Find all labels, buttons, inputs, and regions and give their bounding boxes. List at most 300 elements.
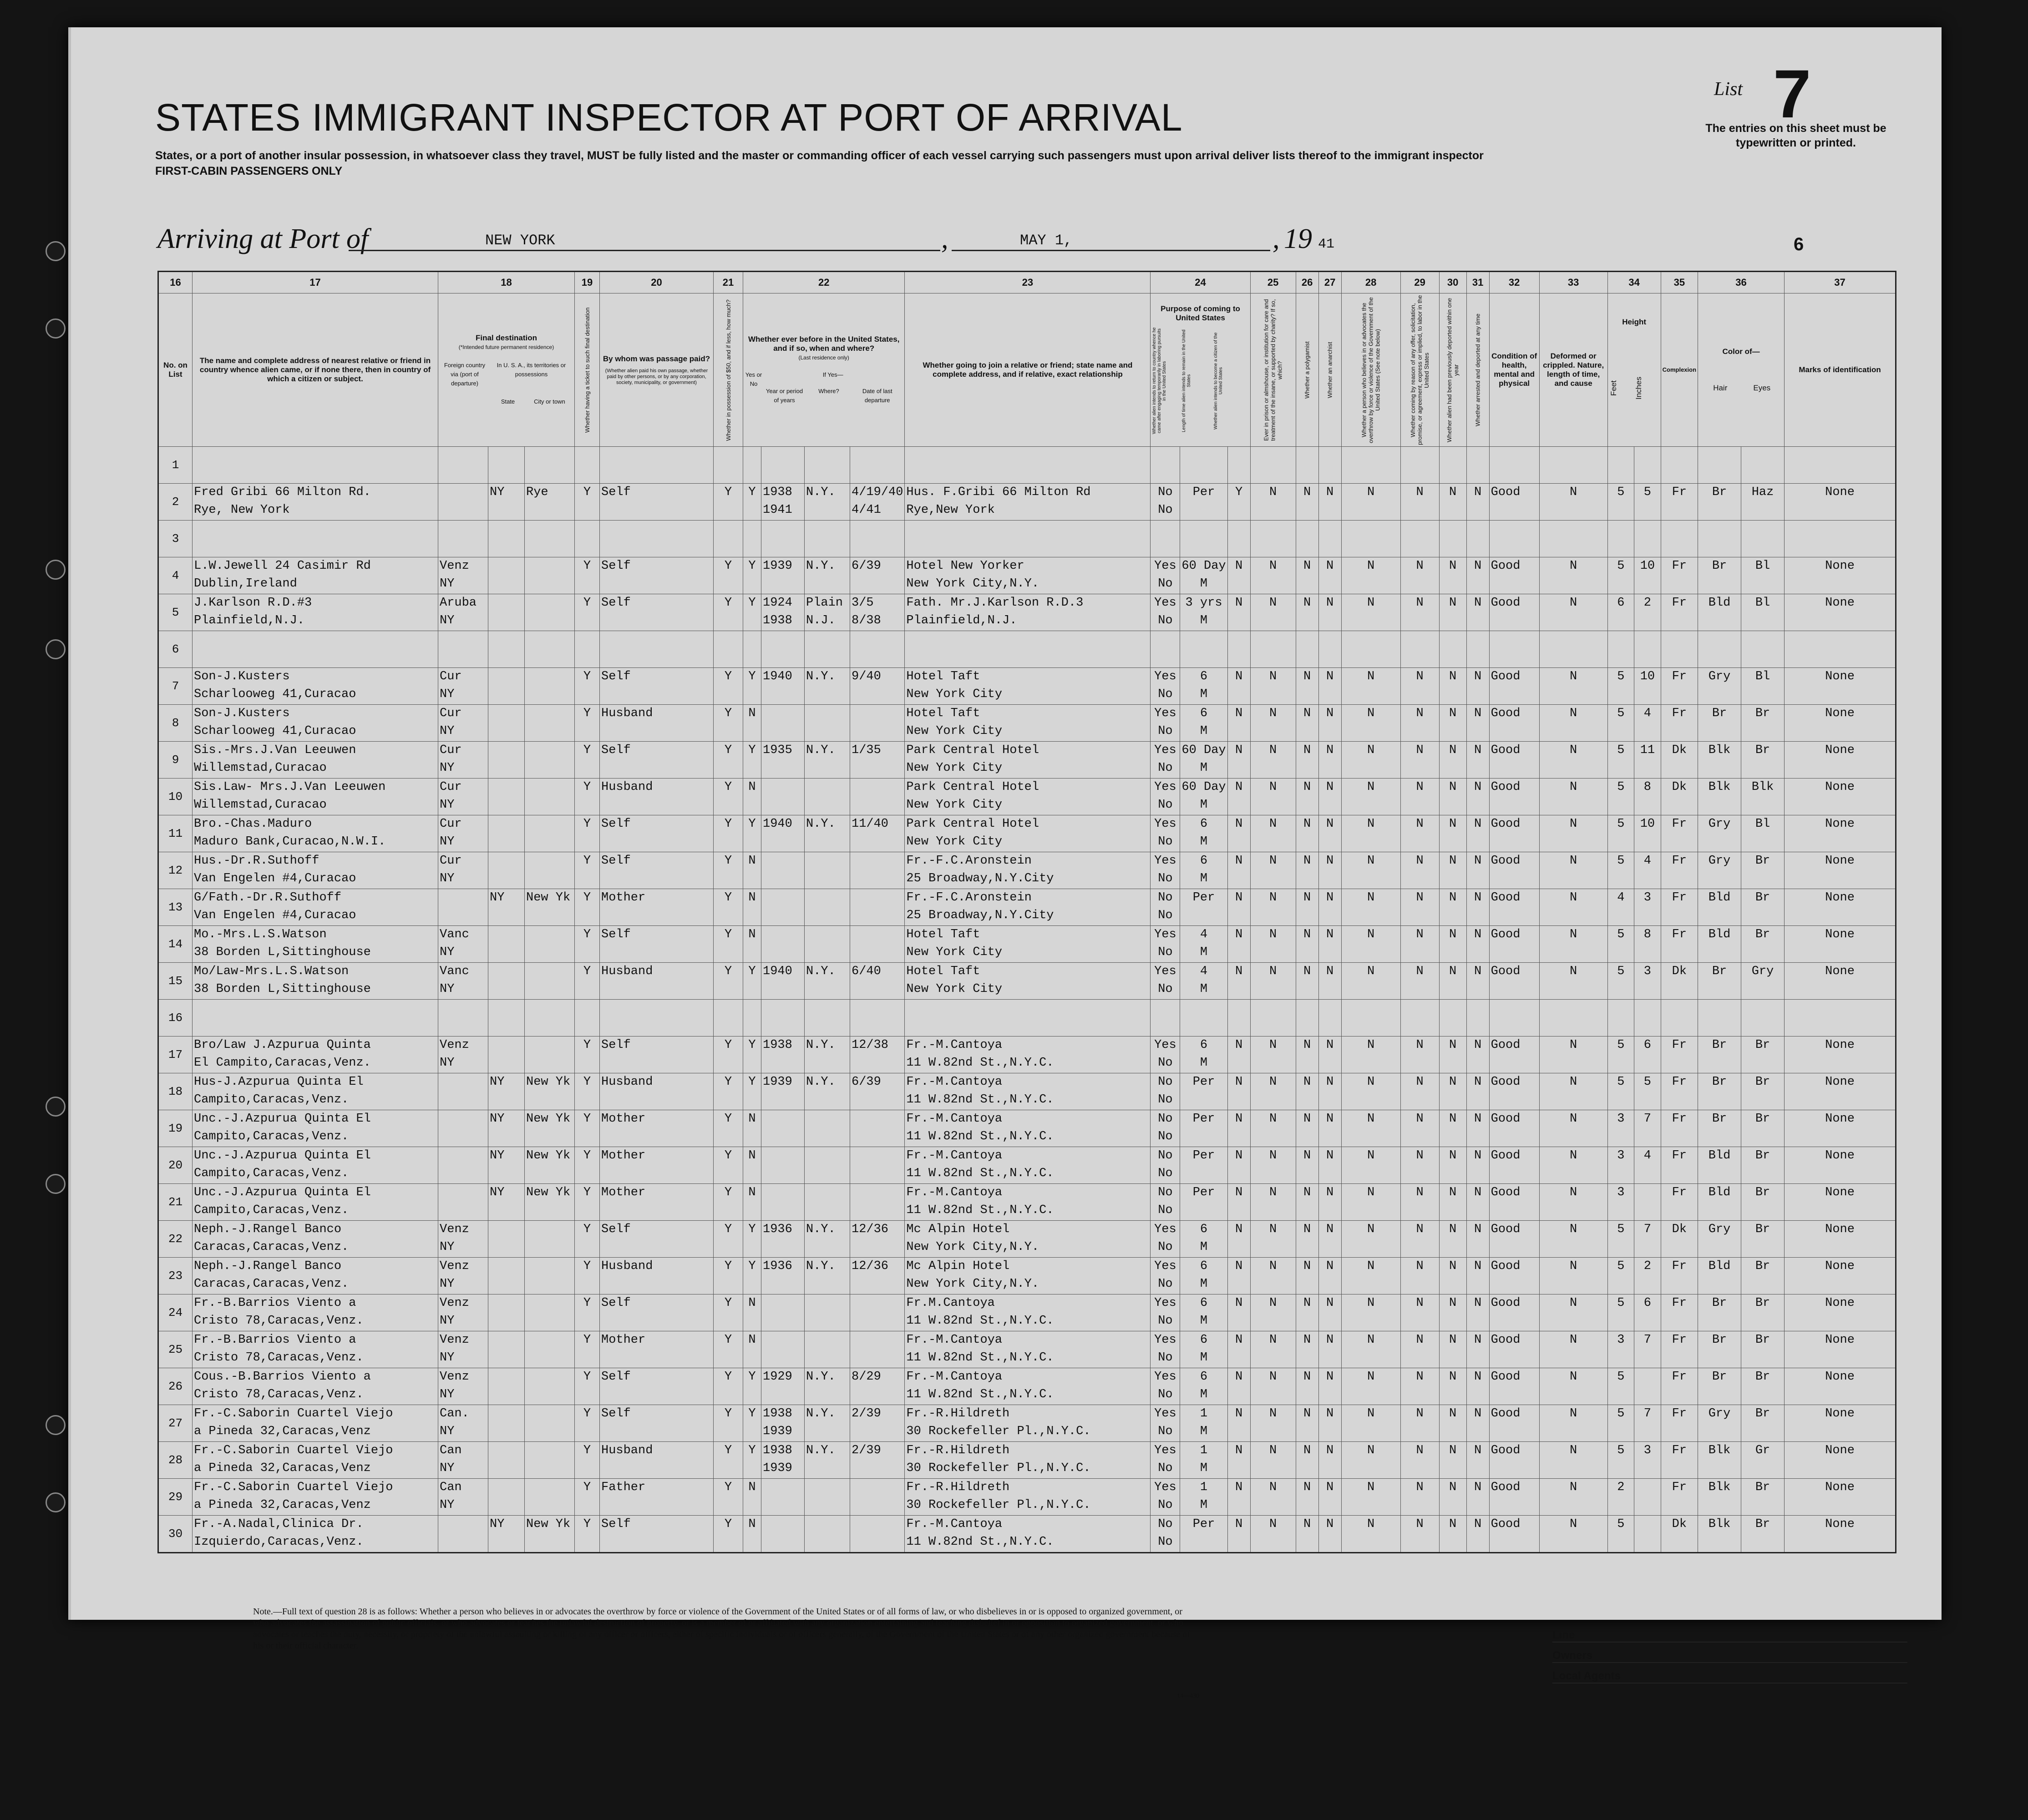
destination-state <box>488 631 525 668</box>
relative-address: G/Fath.-Dr.R.Suthoff Van Engelen #4,Curacao <box>193 889 438 926</box>
year-of-visit: 1938 1941 <box>761 484 805 521</box>
health-condition: Good <box>1489 1184 1539 1221</box>
height-feet: 5 <box>1607 668 1634 705</box>
relative-address: Hus.-Dr.R.Suthoff Van Engelen #4,Curacao <box>193 852 438 889</box>
arrested-deported-answer: N <box>1466 1368 1489 1405</box>
column-number: 35 <box>1661 272 1698 293</box>
joining-relative: Fr.-R.Hildreth 30 Rockefeller Pl.,N.Y.C. <box>905 1479 1151 1516</box>
health-condition: Good <box>1489 742 1539 779</box>
deformed-answer: N <box>1539 852 1607 889</box>
previously-deported-answer: N <box>1439 1294 1466 1331</box>
foreign-port: Venz NY <box>438 1036 488 1073</box>
identification-marks: None <box>1785 1147 1896 1184</box>
identification-marks: None <box>1785 1073 1896 1110</box>
where-visited: N.Y. <box>805 557 850 594</box>
passage-paid-by: Mother <box>600 1331 714 1368</box>
date-of-departure <box>850 1479 905 1516</box>
year-of-visit <box>761 1479 805 1516</box>
complexion <box>1661 521 1698 557</box>
identification-marks: None <box>1785 484 1896 521</box>
manifest-rows <box>158 447 1896 1553</box>
overthrow-answer: N <box>1341 1442 1400 1479</box>
ticket: Y <box>575 815 600 852</box>
labor-offer-answer: N <box>1400 1294 1439 1331</box>
hair-color: Bld <box>1698 594 1741 631</box>
passage-paid-by <box>600 521 714 557</box>
row-number: 14 <box>158 926 193 963</box>
year-of-visit: 1939 <box>761 557 805 594</box>
hair-color: Gry <box>1698 852 1741 889</box>
destination-state <box>488 742 525 779</box>
foreign-port: Cur NY <box>438 815 488 852</box>
money: Y <box>714 926 743 963</box>
overthrow-answer: N <box>1341 1294 1400 1331</box>
identification-marks: None <box>1785 779 1896 815</box>
where-visited: N.Y. <box>805 1073 850 1110</box>
final-destination-usa-header <box>490 361 573 406</box>
binding-hole <box>46 1415 66 1435</box>
previously-deported-answer <box>1439 631 1466 668</box>
separator-comma: , <box>941 223 948 254</box>
relative-address: Sis.Law- Mrs.J.Van Leeuwen Willemstad,Curacao <box>193 779 438 815</box>
prison-answer: N <box>1250 557 1296 594</box>
purpose-return: No No <box>1151 1147 1180 1184</box>
arrested-deported-answer: N <box>1466 742 1489 779</box>
binding-hole <box>46 1097 66 1117</box>
date-of-departure: 8/29 <box>850 1368 905 1405</box>
been-before: N <box>743 1479 761 1516</box>
height-feet: 5 <box>1607 742 1634 779</box>
passage-paid-by: Self <box>600 742 714 779</box>
deformed-answer: N <box>1539 1110 1607 1147</box>
prison-answer: N <box>1250 484 1296 521</box>
health-condition: Good <box>1489 815 1539 852</box>
destination-state <box>488 963 525 1000</box>
deformed-answer: N <box>1539 1516 1607 1553</box>
been-before: N <box>743 1184 761 1221</box>
year-of-visit <box>761 1331 805 1368</box>
hair-color: Blk <box>1698 1516 1741 1553</box>
polygamist-answer: N <box>1296 1294 1318 1331</box>
table-row <box>158 1258 1896 1294</box>
health-condition: Good <box>1489 963 1539 1000</box>
deformed-answer: N <box>1539 557 1607 594</box>
hair-color: Bld <box>1698 1184 1741 1221</box>
destination-city: New Yk <box>525 1184 575 1221</box>
final-destination-state-city <box>490 397 573 406</box>
previously-deported-answer: N <box>1439 1368 1466 1405</box>
table-row <box>158 1405 1896 1442</box>
table-row <box>158 631 1896 668</box>
purpose-citizen: N <box>1227 815 1250 852</box>
table-row <box>158 1368 1896 1405</box>
been-before: Y <box>743 557 761 594</box>
previously-deported-answer: N <box>1439 926 1466 963</box>
joining-relative: Fr.-M.Cantoya 11 W.82nd St.,N.Y.C. <box>905 1036 1151 1073</box>
overthrow-answer: N <box>1341 1479 1400 1516</box>
anarchist-answer <box>1318 1000 1341 1036</box>
where-visited <box>805 705 850 742</box>
height-feet: 5 <box>1607 963 1634 1000</box>
relative-address: J.Karlson R.D.#3 Plainfield,N.J. <box>193 594 438 631</box>
health-condition: Good <box>1489 484 1539 521</box>
arrested-deported-answer: N <box>1466 815 1489 852</box>
height-feet: 3 <box>1607 1184 1634 1221</box>
been-before: Y <box>743 815 761 852</box>
money: Y <box>714 1221 743 1258</box>
arrested-deported-answer: N <box>1466 1147 1489 1184</box>
complexion: Fr <box>1661 705 1698 742</box>
height-feet: 6 <box>1607 594 1634 631</box>
destination-city <box>525 594 575 631</box>
destination-state: NY <box>488 889 525 926</box>
anarchist-answer: N <box>1318 742 1341 779</box>
previously-deported-answer: N <box>1439 557 1466 594</box>
column-number: 36 <box>1698 272 1785 293</box>
eye-color: Bl <box>1741 594 1785 631</box>
relative-address: Fr.-C.Saborin Cuartel Viejo a Pineda 32,Caracas,Venz <box>193 1479 438 1516</box>
polygamist-answer: N <box>1296 1221 1318 1258</box>
money: Y <box>714 852 743 889</box>
labor-offer-answer: N <box>1400 742 1439 779</box>
hair-color: Br <box>1698 963 1741 1000</box>
relative-address: Fr.-B.Barrios Viento a Cristo 78,Caracas,Venz. <box>193 1331 438 1368</box>
foreign-port: Venz NY <box>438 557 488 594</box>
header-polygamist: Whether a polygamist <box>1296 293 1318 447</box>
row-number: 11 <box>158 815 193 852</box>
purpose-length <box>1180 631 1227 668</box>
previously-deported-answer: N <box>1439 1147 1466 1184</box>
deformed-answer: N <box>1539 1442 1607 1479</box>
hair-color: Br <box>1698 1110 1741 1147</box>
relative-address <box>193 447 438 484</box>
header-passage-paid <box>600 293 714 447</box>
purpose-return: Yes No <box>1151 926 1180 963</box>
joining-relative: Park Central Hotel New York City <box>905 742 1151 779</box>
polygamist-answer: N <box>1296 1036 1318 1073</box>
identification-marks: None <box>1785 1479 1896 1516</box>
labor-offer-answer: N <box>1400 889 1439 926</box>
labor-offer-answer: N <box>1400 1221 1439 1258</box>
passage-paid-by: Self <box>600 557 714 594</box>
ticket: Y <box>575 1405 600 1442</box>
subtitle-line-1: States, or a port of another insular possession, in whatsoever class they travel, MUST be fully listed and the master or commanding officer of each vessel carrying such passengers must upon arrival deliver lists thereof to the immigrant inspector <box>155 149 1484 162</box>
money: Y <box>714 668 743 705</box>
ticket: Y <box>575 1036 600 1073</box>
health-condition: Good <box>1489 1073 1539 1110</box>
polygamist-answer: N <box>1296 594 1318 631</box>
separator-comma: , <box>1273 223 1280 254</box>
money <box>714 631 743 668</box>
foreign-port: Can NY <box>438 1442 488 1479</box>
arrested-deported-answer <box>1466 521 1489 557</box>
page-subtitle <box>155 148 1657 179</box>
previously-deported-answer: N <box>1439 779 1466 815</box>
previous-visit-ifyes-label: If Yes— <box>822 371 843 378</box>
joining-relative: Park Central Hotel New York City <box>905 815 1151 852</box>
anarchist-answer: N <box>1318 668 1341 705</box>
been-before: Y <box>743 1258 761 1294</box>
where-visited <box>805 1479 850 1516</box>
table-row <box>158 889 1896 926</box>
destination-state: NY <box>488 1147 525 1184</box>
purpose-citizen: N <box>1227 594 1250 631</box>
table-row <box>158 668 1896 705</box>
passage-paid-by: Self <box>600 484 714 521</box>
arrested-deported-answer: N <box>1466 1036 1489 1073</box>
ticket: Y <box>575 705 600 742</box>
year-of-visit <box>761 1516 805 1553</box>
height-feet: 5 <box>1607 484 1634 521</box>
anarchist-answer: N <box>1318 1479 1341 1516</box>
height-inches <box>1634 1479 1661 1516</box>
labor-offer-answer <box>1400 1000 1439 1036</box>
table-row <box>158 521 1896 557</box>
destination-city: Rye <box>525 484 575 521</box>
overthrow-answer: N <box>1341 889 1400 926</box>
hair-color: Gry <box>1698 815 1741 852</box>
anarchist-answer: N <box>1318 1073 1341 1110</box>
purpose-citizen <box>1227 447 1250 484</box>
overthrow-answer: N <box>1341 852 1400 889</box>
health-condition: Good <box>1489 779 1539 815</box>
been-before <box>743 1000 761 1036</box>
height-inches <box>1634 1516 1661 1553</box>
ticket <box>575 447 600 484</box>
joining-relative: Fr.-M.Cantoya 11 W.82nd St.,N.Y.C. <box>905 1147 1151 1184</box>
purpose-length: Per <box>1180 889 1227 926</box>
complexion: Fr <box>1661 1036 1698 1073</box>
date-of-departure <box>850 1516 905 1553</box>
identification-marks: None <box>1785 1184 1896 1221</box>
height-inches: 7 <box>1634 1405 1661 1442</box>
row-number: 15 <box>158 963 193 1000</box>
prison-answer: N <box>1250 1405 1296 1442</box>
purpose-return: Yes No <box>1151 1294 1180 1331</box>
complexion <box>1661 447 1698 484</box>
height-inches: 10 <box>1634 668 1661 705</box>
previously-deported-answer: N <box>1439 1073 1466 1110</box>
height-inches: 11 <box>1634 742 1661 779</box>
eye-color: Br <box>1741 705 1785 742</box>
table-row <box>158 447 1896 484</box>
prison-answer: N <box>1250 1516 1296 1553</box>
where-visited <box>805 1331 850 1368</box>
deformed-answer <box>1539 631 1607 668</box>
been-before <box>743 631 761 668</box>
ticket <box>575 521 600 557</box>
row-number: 12 <box>158 852 193 889</box>
purpose-citizen: N <box>1227 889 1250 926</box>
destination-state: NY <box>488 1184 525 1221</box>
overthrow-answer: N <box>1341 926 1400 963</box>
passage-paid-by: Self <box>600 1221 714 1258</box>
destination-city <box>525 447 575 484</box>
prison-answer: N <box>1250 1442 1296 1479</box>
date-of-departure: 9/40 <box>850 668 905 705</box>
eye-color: Br <box>1741 1184 1785 1221</box>
header-complexion: Complexion <box>1661 293 1698 447</box>
table-row <box>158 1110 1896 1147</box>
health-condition: Good <box>1489 1221 1539 1258</box>
identification-marks: None <box>1785 926 1896 963</box>
height-feet <box>1607 521 1634 557</box>
destination-city <box>525 742 575 779</box>
hair-color: Gry <box>1698 668 1741 705</box>
purpose-citizen <box>1227 1000 1250 1036</box>
health-condition: Good <box>1489 1479 1539 1516</box>
passage-paid-title: By whom was passage paid? <box>603 354 710 363</box>
purpose-citizen: N <box>1227 557 1250 594</box>
purpose-citizen: N <box>1227 668 1250 705</box>
header-relative: The name and complete address of nearest relative or friend in country whence alien came, or if none there, then in country of which a citizen or subject. <box>193 293 438 447</box>
relative-address: Bro/Law J.Azpurua Quinta El Campito,Caracas,Venz. <box>193 1036 438 1073</box>
hair-color: Blk <box>1698 1442 1741 1479</box>
passage-paid-by: Self <box>600 1294 714 1331</box>
arrested-deported-answer <box>1466 1000 1489 1036</box>
table-row <box>158 484 1896 521</box>
height-inches: 3 <box>1634 1442 1661 1479</box>
date-field: MAY 1, <box>952 232 1270 251</box>
money: Y <box>714 1184 743 1221</box>
height-inches: 8 <box>1634 926 1661 963</box>
purpose-return: No No <box>1151 1110 1180 1147</box>
been-before: Y <box>743 1368 761 1405</box>
purpose-return: No No <box>1151 1073 1180 1110</box>
prison-answer: N <box>1250 1479 1296 1516</box>
where-visited: N.Y. <box>805 963 850 1000</box>
deformed-answer: N <box>1539 1221 1607 1258</box>
money: Y <box>714 779 743 815</box>
height-inches-header: Inches <box>1634 376 1643 400</box>
destination-state <box>488 1294 525 1331</box>
identification-marks: None <box>1785 852 1896 889</box>
purpose-citizen: N <box>1227 1479 1250 1516</box>
purpose-length: 60 Day M <box>1180 557 1227 594</box>
money: Y <box>714 1073 743 1110</box>
previously-deported-answer: N <box>1439 1258 1466 1294</box>
height-title: Height <box>1622 318 1647 326</box>
foreign-port: Vanc NY <box>438 963 488 1000</box>
complexion: Fr <box>1661 1184 1698 1221</box>
deformed-answer: N <box>1539 1405 1607 1442</box>
previous-visit-title: Whether ever before in the United States, and if so, when and where? <box>748 335 900 353</box>
eye-color: Br <box>1741 889 1785 926</box>
destination-state <box>488 1442 525 1479</box>
joining-relative: Fath. Mr.J.Karlson R.D.3 Plainfield,N.J. <box>905 594 1151 631</box>
complexion: Dk <box>1661 742 1698 779</box>
height-feet: 5 <box>1607 1258 1634 1294</box>
labor-offer-answer: N <box>1400 1331 1439 1368</box>
arrested-deported-answer: N <box>1466 926 1489 963</box>
local-agents-signature-field: Local Agents <box>1552 1670 1907 1684</box>
height-inches: 4 <box>1634 705 1661 742</box>
purpose-subheaders <box>1152 326 1248 435</box>
health-condition: Good <box>1489 705 1539 742</box>
joining-relative: Fr.-R.Hildreth 30 Rockefeller Pl.,N.Y.C. <box>905 1405 1151 1442</box>
eye-color <box>1741 447 1785 484</box>
foreign-port: Cur NY <box>438 779 488 815</box>
money: Y <box>714 1110 743 1147</box>
prison-answer: N <box>1250 926 1296 963</box>
hair-color: Bld <box>1698 1147 1741 1184</box>
destination-state <box>488 705 525 742</box>
health-condition: Good <box>1489 852 1539 889</box>
polygamist-answer: N <box>1296 1516 1318 1553</box>
complexion: Fr <box>1661 1442 1698 1479</box>
purpose-length: Per <box>1180 1147 1227 1184</box>
identification-marks: None <box>1785 889 1896 926</box>
overthrow-answer: N <box>1341 1368 1400 1405</box>
eye-color: Blk <box>1741 779 1785 815</box>
purpose-length: 1 M <box>1180 1405 1227 1442</box>
joining-relative: Mc Alpin Hotel New York City,N.Y. <box>905 1221 1151 1258</box>
header-marks: Marks of identification <box>1785 293 1896 447</box>
money: Y <box>714 705 743 742</box>
passage-paid-by: Mother <box>600 1184 714 1221</box>
height-feet: 5 <box>1607 1221 1634 1258</box>
health-condition: Good <box>1489 1405 1539 1442</box>
identification-marks: None <box>1785 1331 1896 1368</box>
money: Y <box>714 1516 743 1553</box>
row-number: 27 <box>158 1405 193 1442</box>
column-number: 20 <box>600 272 714 293</box>
polygamist-answer <box>1296 521 1318 557</box>
table-row <box>158 926 1896 963</box>
polygamist-answer <box>1296 631 1318 668</box>
purpose-return <box>1151 631 1180 668</box>
purpose-length <box>1180 1000 1227 1036</box>
where-visited <box>805 1294 850 1331</box>
ticket: Y <box>575 668 600 705</box>
table-row <box>158 594 1896 631</box>
purpose-length: 60 Day M <box>1180 779 1227 815</box>
joining-relative: Fr.-M.Cantoya 11 W.82nd St.,N.Y.C. <box>905 1073 1151 1110</box>
labor-offer-answer: N <box>1400 852 1439 889</box>
where-visited: N.Y. <box>805 1368 850 1405</box>
purpose-return: Yes No <box>1151 779 1180 815</box>
identification-marks: None <box>1785 1405 1896 1442</box>
anarchist-answer: N <box>1318 1368 1341 1405</box>
final-destination-foreign-header: Foreign country via (port of departure) <box>444 362 486 387</box>
arrested-deported-answer: N <box>1466 1405 1489 1442</box>
height-feet: 5 <box>1607 815 1634 852</box>
height-feet: 5 <box>1607 852 1634 889</box>
foreign-port <box>438 1073 488 1110</box>
column-number: 17 <box>193 272 438 293</box>
where-visited: N.Y. <box>805 1258 850 1294</box>
hair-color: Br <box>1698 557 1741 594</box>
arrested-deported-answer: N <box>1466 1073 1489 1110</box>
destination-city <box>525 1294 575 1331</box>
previous-visit-ifyes <box>763 370 903 405</box>
passage-paid-by: Husband <box>600 1073 714 1110</box>
deformed-answer <box>1539 1000 1607 1036</box>
prison-answer: N <box>1250 1331 1296 1368</box>
height-feet: 5 <box>1607 557 1634 594</box>
table-row <box>158 1000 1896 1036</box>
destination-city <box>525 815 575 852</box>
complexion: Fr <box>1661 1294 1698 1331</box>
prison-answer <box>1250 521 1296 557</box>
relative-address: Fr.-C.Saborin Cuartel Viejo a Pineda 32,Caracas,Venz <box>193 1405 438 1442</box>
prison-answer: N <box>1250 705 1296 742</box>
column-number: 26 <box>1296 272 1318 293</box>
labor-offer-answer: N <box>1400 557 1439 594</box>
height-inches <box>1634 1368 1661 1405</box>
labor-offer-answer <box>1400 631 1439 668</box>
polygamist-answer: N <box>1296 852 1318 889</box>
